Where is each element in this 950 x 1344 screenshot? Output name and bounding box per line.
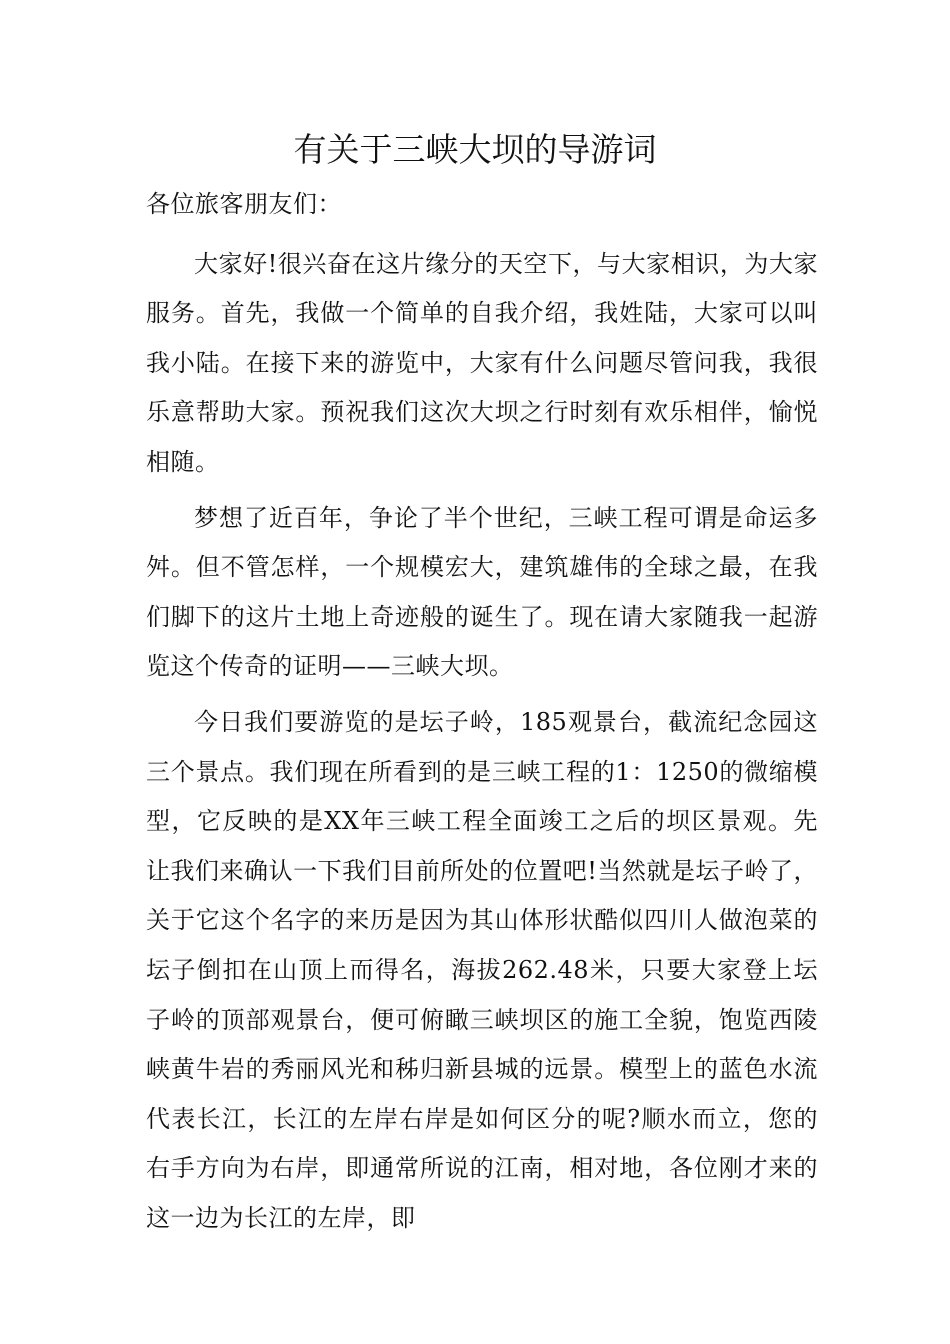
document-body [146,180,818,1249]
document-title: 有关于三峡大坝的导游词 [293,130,657,169]
paragraph-introduction: 梦想了近百年，争论了半个世纪，三峡工程可谓是命运多舛。但不管怎样，一个规模宏大，建筑雄伟的全球之最，在我们脚下的这片土地上奇迹般的诞生了。现在请大家随我一起游览这个传奇的证明——三峡大坝。 [146,503,818,681]
salutation-line: 各位旅客朋友们： [146,190,342,218]
paragraph-tour-details: 今日我们要游览的是坛子岭，185观景台，截流纪念园这三个景点。我们现在所看到的是三峡工程的1：1250的微缩模型，它反映的是XX年三峡工程全面竣工之后的坝区景观。先让我们来确认一下我们目前所处的位置吧!当然就是坛子岭了，关于它这个名字的来历是因为其山体形状酷似四川人做泡菜的坛子倒扣在山顶上而得名，海拔262.48米，只要大家登上坛子岭的顶部观景台，便可俯瞰三峡坝区的施工全貌，饱览西陵峡黄牛岩的秀丽风光和秭归新县城的远景。模型上的蓝色水流代表长江，长江的左岸右岸是如何区分的呢?顺水而立，您的右手方向为右岸，即通常所说的江南，相对地，各位刚才来的这一边为长江的左岸，即 [146,707,818,1232]
paragraph-greeting: 大家好!很兴奋在这片缘分的天空下，与大家相识，为大家服务。首先，我做一个简单的自我介绍，我姓陆，大家可以叫我小陆。在接下来的游览中，大家有什么问题尽管问我，我很乐意帮助大家。预祝我们这次大坝之行时刻有欢乐相伴，愉悦相随。 [146,249,818,476]
